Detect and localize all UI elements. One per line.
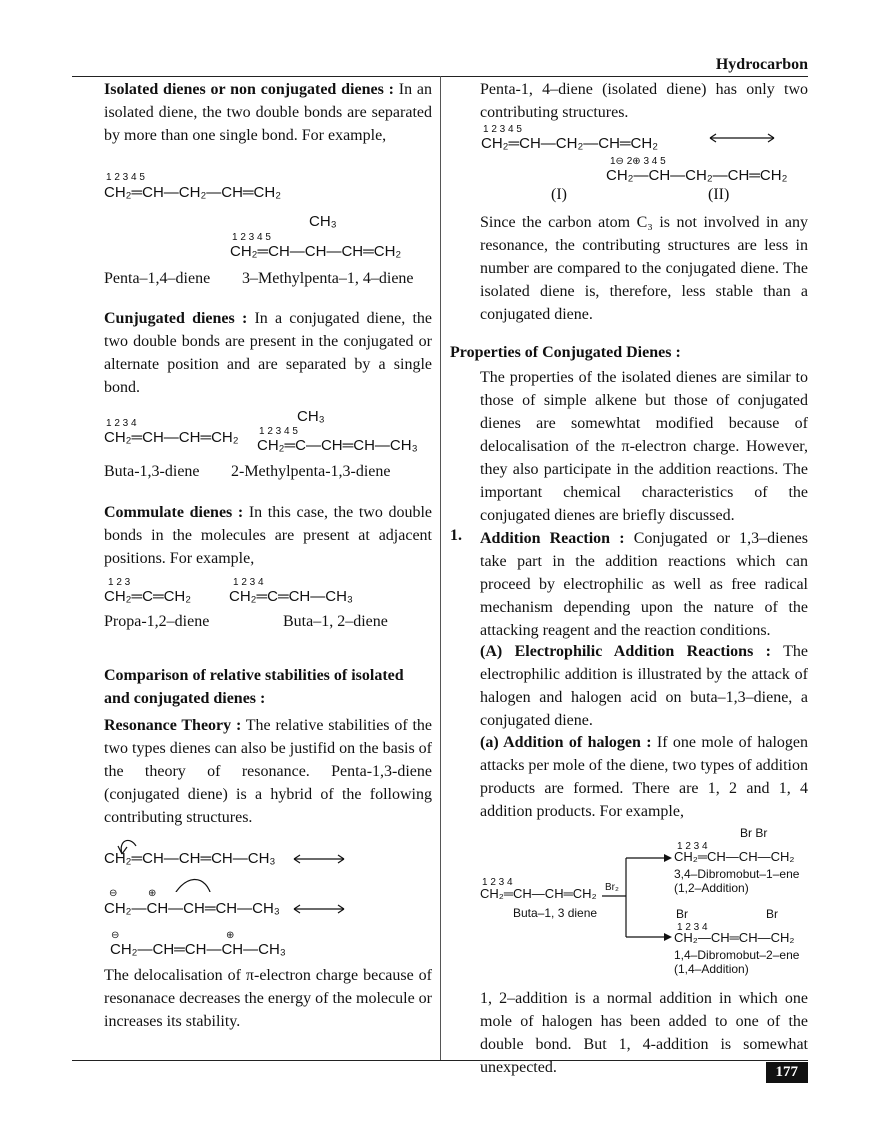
label-3-methylpenta: 3–Methylpenta–1, 4–diene	[242, 270, 414, 287]
isolated-text: In an isolated diene, the two double bonds are separated by more than one single bond. For example,	[104, 81, 432, 144]
resonance-arrow-isolated	[706, 131, 778, 145]
addition-reaction-paragraph	[480, 527, 808, 642]
reactant-numbers: 1 2 3 4	[482, 877, 513, 888]
electrophilic-text: The electrophilic addition is illustrated by the attack of halogen and halogen acid on buta–1,3–diene, a conjugated diene.	[480, 643, 808, 729]
s1-numbers: 1 2 3 4 5	[483, 124, 522, 135]
formula-3-methylpenta-1-4-diene: CH₂═CH—CH—CH═CH₂	[230, 243, 402, 260]
isolated-resonance-text: Penta-1, 4–diene (isolated diene) has only two contributing structures.	[480, 81, 808, 121]
label-2-methylpenta: 2-Methylpenta-1,3-diene	[231, 463, 391, 480]
charge-plus-2: ⊕	[226, 930, 235, 941]
product1-numbers: 1 2 3 4	[677, 841, 708, 852]
reactant-formula: CH₂═CH—CH═CH₂	[480, 886, 597, 901]
page-number: 177	[766, 1062, 809, 1083]
electrophilic-heading: (A) Electrophilic Addition Reactions :	[480, 643, 772, 660]
resonance-arrow-1	[290, 853, 348, 865]
charge-minus-2: ⊖	[111, 930, 120, 941]
f3-numbers: 1 2 3 4	[106, 418, 137, 429]
delocalisation-text: The delocalisation of π-electron charge because of resonanace decreases the energy of the molecule or increases its stability.	[104, 967, 432, 1030]
label-structure-II: (II)	[708, 186, 730, 203]
f5-numbers: 1 2 3	[108, 577, 131, 588]
column-divider	[440, 76, 441, 1060]
product1-type: (1,2–Addition)	[674, 881, 749, 895]
formula-2-methylpenta-1-3-diene: CH₂═C—CH═CH—CH₃	[257, 437, 418, 454]
product1-formula: CH₂═CH—CH—CH₂	[674, 849, 795, 864]
f4-numbers: 1 2 3 4 5	[259, 426, 298, 437]
charge-minus-1: ⊖	[109, 888, 118, 899]
f4-methyl: CH₃	[297, 408, 325, 425]
properties-text: The properties of the isolated dienes are similar to those of simple alkene but those of conjugated dienes are somewhtat modified because of delocalisation of the π-electron charge. However, they also participate in the addition reactions. The important chemical characteristics of the conjugated dienes are briefly discussed.	[480, 369, 808, 524]
properties-paragraph	[480, 366, 808, 527]
formula-penta-1-4-diene: CH₂═CH—CH₂—CH═CH₂	[104, 184, 282, 201]
resonance-paragraph	[104, 714, 432, 829]
formula-buta-1-3-diene: CH₂═CH—CH═CH₂	[104, 429, 239, 446]
cumulated-text: In this case, the two double bonds in the molecules are present at adjacent positions. For example,	[104, 504, 432, 567]
reagent-br2: Br₂	[605, 882, 619, 893]
f6-numbers: 1 2 3 4	[233, 577, 264, 588]
cumulated-dienes-paragraph	[104, 501, 432, 570]
addition-reaction-text: Conjugated or 1,3–dienes take part in the addition reactions which can proceed by electrophilic as well as free radical mechanism depending upon the nature of the attacking reagent and the reaction conditions.	[480, 530, 808, 639]
product2-bromine-right: Br	[766, 907, 778, 921]
conjugated-dienes-paragraph	[104, 307, 432, 399]
label-buta-1-3-diene: Buta-1,3-diene	[104, 463, 200, 480]
product2-name: 1,4–Dibromobut–2–ene	[674, 948, 800, 962]
reaction-branch-arrows	[600, 850, 675, 945]
product2-type: (1,4–Addition)	[674, 962, 749, 976]
halogen-paragraph	[480, 731, 808, 823]
comparison-heading-block	[104, 664, 432, 710]
resonance-arrow-2	[290, 903, 348, 915]
cumulated-heading: Commulate dienes :	[104, 504, 244, 521]
label-structure-I: (I)	[551, 186, 567, 203]
product1-bromines: Br Br	[740, 826, 768, 840]
conjugated-heading: Cunjugated dienes :	[104, 310, 248, 327]
comparison-heading: Comparison of relative stabilities of isolated and conjugated dienes :	[104, 667, 404, 707]
s2-numbers: 1⊖ 2⊕ 3 4 5	[610, 156, 666, 167]
label-penta-1-4-diene: Penta–1,4–diene	[104, 270, 211, 287]
isolated-heading: Isolated dienes or non conjugated dienes :	[104, 81, 394, 98]
since-paragraph	[480, 211, 808, 326]
halogen-text: If one mole of halogen attacks per mole of the diene, two types of addition products are formed. There are 1, 2 and 1, 4 addition products. For example,	[480, 734, 808, 820]
item-1-number: 1.	[450, 527, 462, 544]
structure-II-formula: CH₂—CH—CH₂—CH═CH₂	[606, 167, 788, 184]
f2-numbers: 1 2 3 4 5	[232, 232, 271, 243]
properties-heading-block	[450, 341, 810, 364]
charge-plus-1: ⊕	[148, 888, 157, 899]
label-propa-1-2-diene: Propa-1,2–diene	[104, 613, 210, 630]
resonance-structure-3: CH₂—CH═CH—CH—CH₃	[110, 941, 286, 958]
conjugated-text: In a conjugated diene, the two double bonds are present in the conjugated or alternate position and are separated by a single bond.	[104, 310, 433, 396]
f2-methyl: CH₃	[309, 213, 337, 230]
product1-name: 3,4–Dibromobut–1–ene	[674, 867, 800, 881]
reactant-name: Buta–1, 3 diene	[513, 906, 598, 920]
isolated-dienes-paragraph	[104, 78, 432, 147]
formula-buta-1-2-diene: CH₂═C═CH—CH₃	[229, 588, 354, 605]
addition-reaction-heading: Addition Reaction :	[480, 530, 625, 547]
resonance-heading: Resonance Theory :	[104, 717, 242, 734]
electrophilic-paragraph	[480, 640, 808, 732]
f1-numbers: 1 2 3 4 5	[106, 172, 145, 183]
final-paragraph	[480, 987, 808, 1079]
delocalisation-paragraph	[104, 964, 432, 1033]
resonance-structure-2: CH₂—CH—CH═CH—CH₃	[104, 900, 280, 917]
final-text: 1, 2–addition is a normal addition in which one mole of halogen has been added to one of the double bond. But 1, 4-addition is somewhat unexpected.	[480, 990, 808, 1076]
product2-formula: CH₂—CH═CH—CH₂	[674, 930, 795, 945]
structure-I-formula: CH₂═CH—CH₂—CH═CH₂	[481, 135, 659, 152]
running-header: Hydrocarbon	[715, 56, 808, 73]
since-text: Since the carbon atom C₃ is not involved in any resonance, the contributing structures are less in number are compared to the conjugated diene. The isolated diene is, therefore, less stable than a conjugated diene.	[480, 214, 808, 323]
halogen-heading: (a) Addition of halogen :	[480, 734, 652, 751]
isolated-resonance-paragraph	[480, 78, 808, 124]
properties-heading: Properties of Conjugated Dienes :	[450, 344, 681, 361]
formula-propa-1-2-diene: CH₂═C═CH₂	[104, 588, 192, 605]
label-buta-1-2-diene: Buta–1, 2–diene	[283, 613, 388, 630]
product2-bromine-left: Br	[676, 907, 688, 921]
resonance-text: The relative stabilities of the two types dienes can also be justifid on the basis of the theory of resonance. Penta-1,3-diene (conjugated diene) is a hybrid of the following contributing structures.	[104, 717, 432, 826]
product2-numbers: 1 2 3 4	[677, 922, 708, 933]
resonance-structure-1: CH₂═CH—CH═CH—CH₃	[104, 850, 276, 867]
